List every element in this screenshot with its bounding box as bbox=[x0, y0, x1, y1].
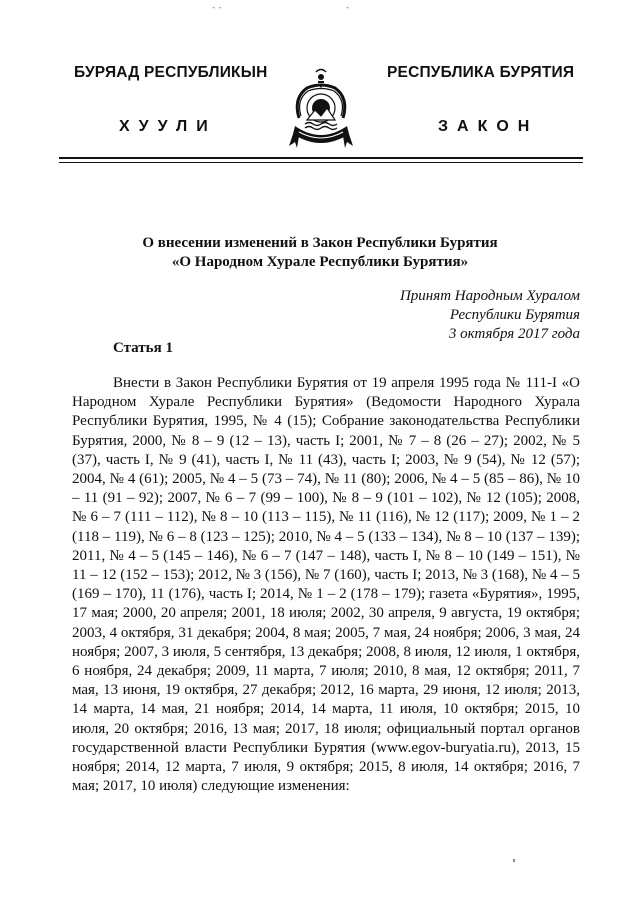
article-body-paragraph: Внести в Закон Республики Бурятия от 19 апреля 1995 года № 111-I «О Народном Хурале Республики Бурятия» (Ведомости Народного Хурала Республики Бурятия, 1995, № 4 (15); Собрание законодательства Республики Бурятия, 2000, № 8 – 9 (12 – 13), часть I; 2001, № 7 – 8 (26 – 27); 2002, № 5 (37), часть I, № 9 (41), часть I, № 11 (43), часть I; 2003, № 9 (54), № 12 (57); 2004, № 4 (61); 2005, № 4 – 5 (73 – 74), № 11 (80); 2006, № 4 – 5 (85 – 86), № 10 – 11 (91 – 92); 2007, № 6 – 7 (99 – 100), № 8 – 9 (101 – 102), № 12 (105); 2008, № 6 – 7 (111 – 112), № 8 – 10 (113 – 115), № 11 (116), № 12 (117); 2009, № 1 – 2 (118 – 119), № 6 – 8 (123 – 125); 2010, № 4 – 5 (133 – 134), № 8 – 10 (137 – 139); 2011, № 4 – 5 (145 – 146), № 6 – 7 (147 – 148), часть I, № 8 – 10 (149 – 151), № 11 – 12 (152 – 153); 2012, № 3 (156), № 7 (160), часть I; 2013, № 3 (168), № 4 – 5 (169 – 170), 11 (176), часть I; 2014, № 1 – 2 (178 – 179); газета «Бурятия», 1995, 17 мая; 2000, 20 апреля; 2001, 18 июля; 2002, 30 апреля, 9 августа, 19 октября; 2003, 4 октября, 31 декабря; 2004, 8 мая; 2005, 7 мая, 24 ноября; 2006, 3 мая, 24 ноября; 2007, 3 июля, 5 сентября, 13 декабря; 2008, 8 июля, 12 июля, 1 октября, 6 ноября, 24 декабря; 2009, 11 марта, 7 июля; 2010, 8 мая, 12 октября; 2011, 7 мая, 13 июня, 19 октября, 27 декабря; 2012, 16 марта, 29 июня, 12 июля; 2013, 14 марта, 14 мая, 21 ноября; 2014, 14 марта, 11 июля, 10 октября; 2015, 10 июля, 20 октября; 2016, 13 мая; 2017, 18 июля; официальный портал органов государственной власти Республики Бурятия (www.egov-buryatia.ru), 2013, 15 ноября; 2014, 12 марта, 7 июля, 9 октября; 2015, 8 июля, 14 октября; 2016, 7 мая; 2017, 10 июля) следующие изменения: bbox=[72, 375, 580, 795]
scan-artifact-mark: - bbox=[346, 3, 350, 13]
adoption-note-line-2: Республики Бурятия bbox=[449, 307, 580, 323]
header-left-title: БУРЯАД РЕСПУБЛИКЫН bbox=[74, 64, 268, 81]
article-heading: Статья 1 bbox=[113, 340, 173, 356]
adoption-note-line-1: Принят Народным Хуралом bbox=[399, 288, 580, 304]
header-divider-thick bbox=[59, 157, 583, 159]
scan-speck bbox=[513, 859, 515, 862]
header-left-word: ХУУЛИ bbox=[119, 118, 217, 135]
header-divider-thin bbox=[59, 162, 583, 163]
adoption-date: 3 октября 2017 года bbox=[448, 326, 580, 342]
law-title bbox=[60, 234, 580, 272]
law-title-line-1: О внесении изменений в Закон Республики Бурятия bbox=[142, 235, 498, 251]
scan-artifact-mark: - - bbox=[212, 3, 222, 13]
document-header bbox=[0, 0, 640, 175]
adoption-note bbox=[400, 287, 580, 344]
coat-of-arms-icon bbox=[285, 68, 357, 152]
header-right-title: РЕСПУБЛИКА БУРЯТИЯ bbox=[387, 64, 575, 81]
law-title-line-2: «О Народном Хурале Республики Бурятия» bbox=[171, 254, 469, 270]
header-right-word: ЗАКОН bbox=[438, 118, 539, 135]
